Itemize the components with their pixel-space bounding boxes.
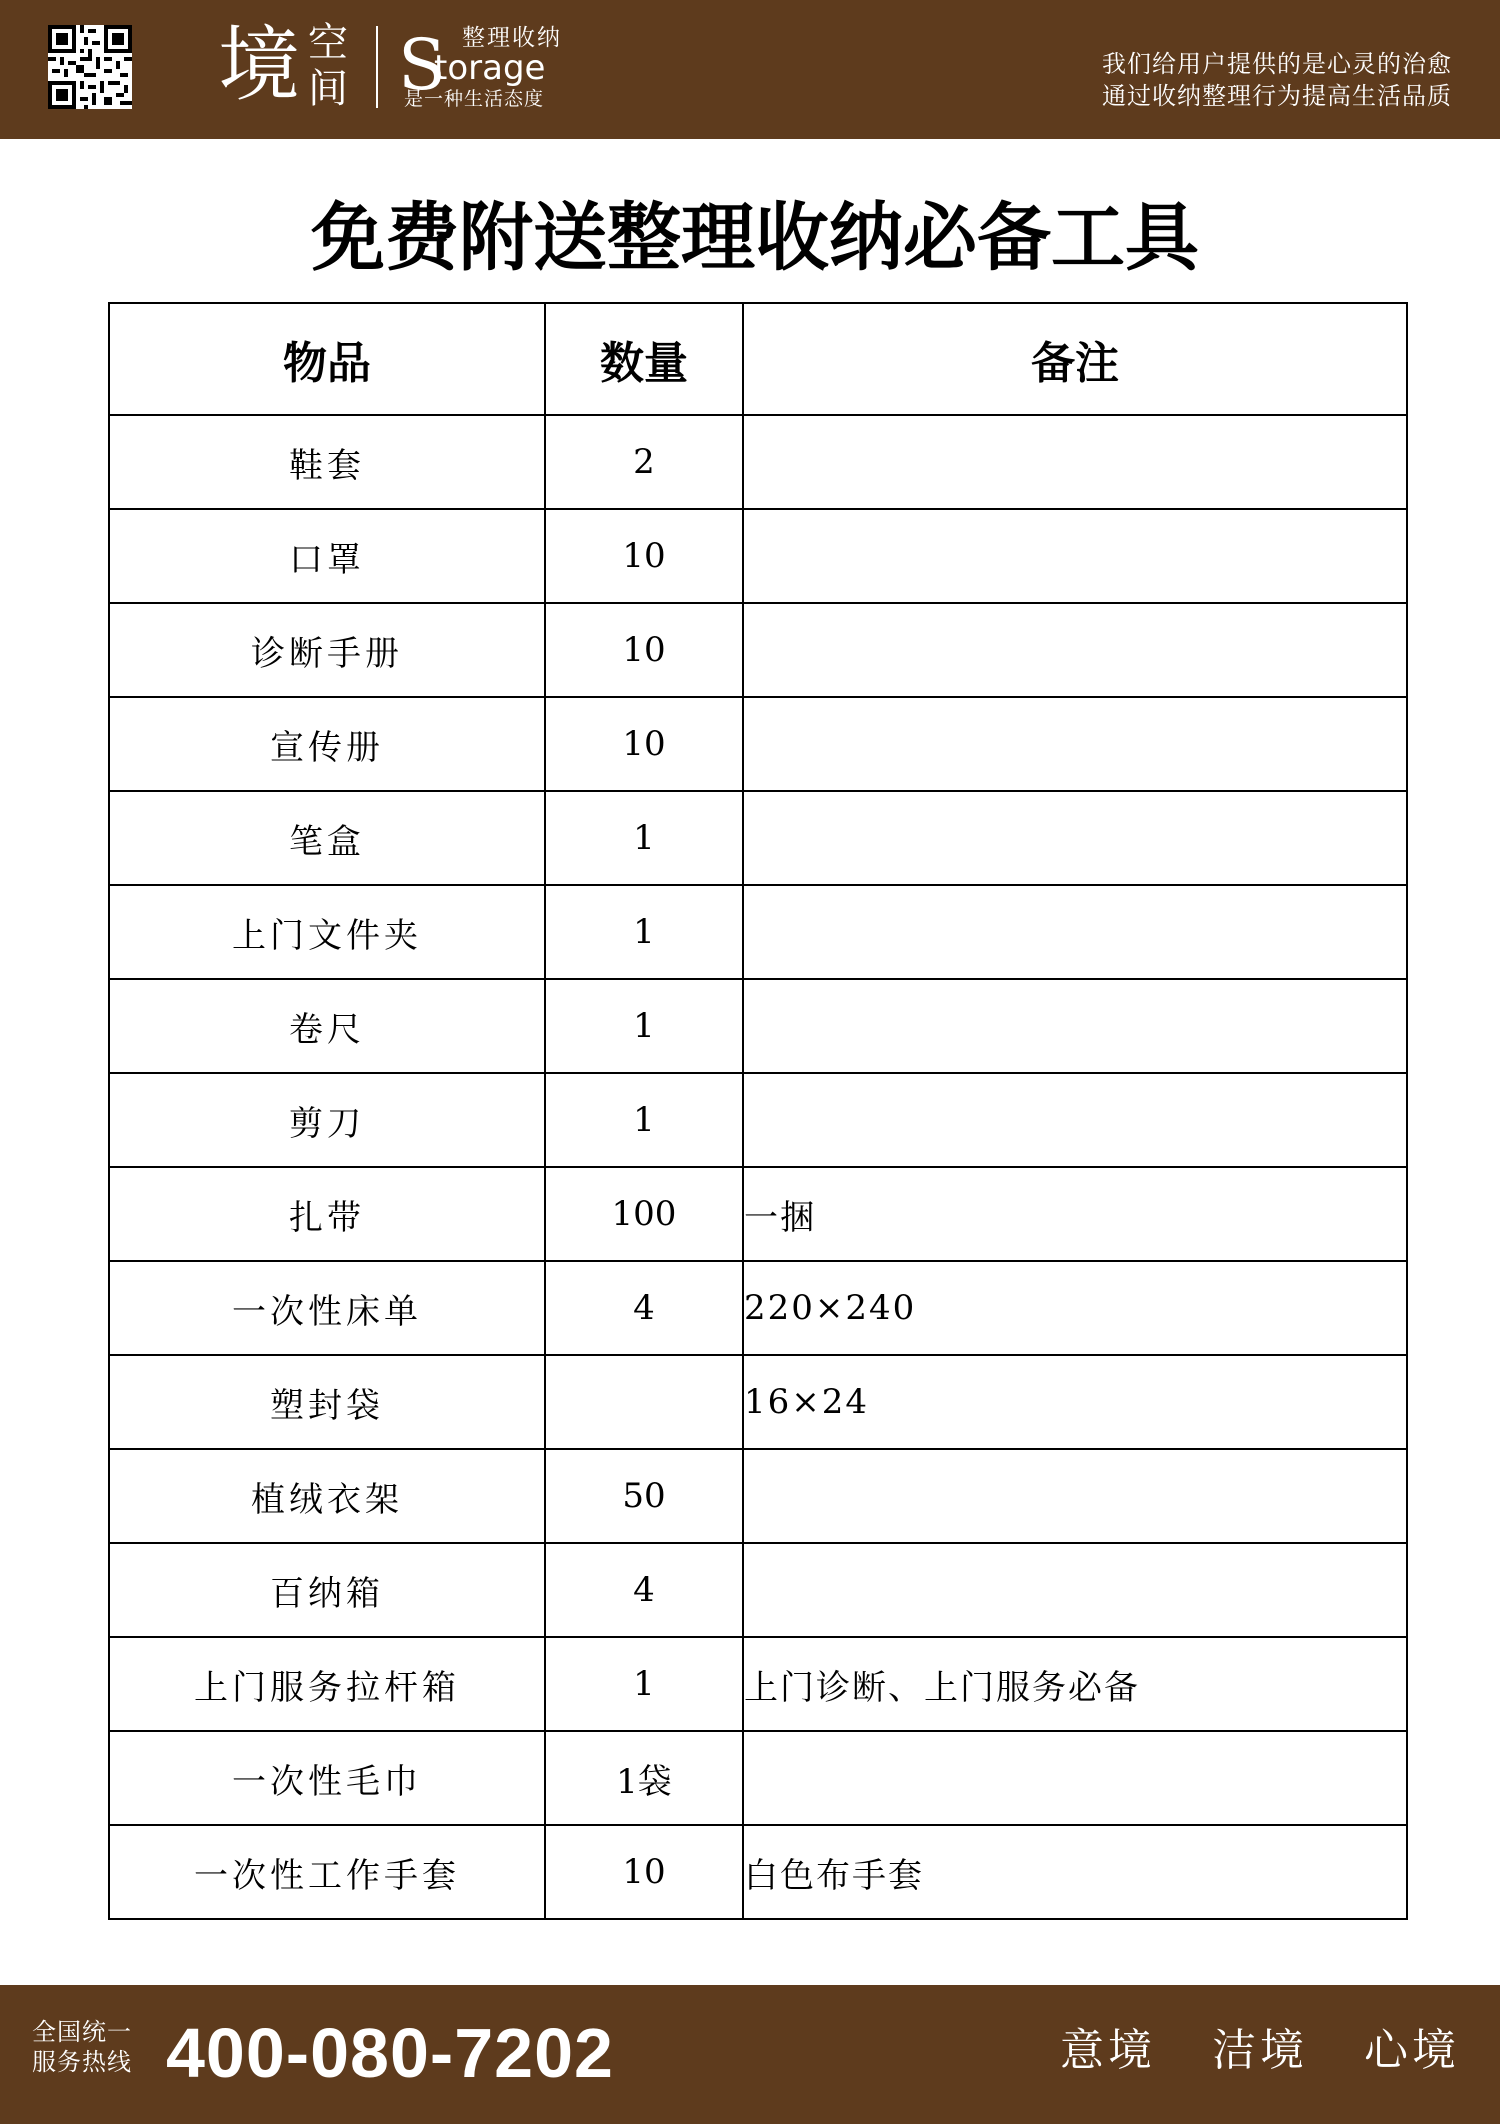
logo-en-text: torage xyxy=(434,48,546,88)
cell-note: 16×24 xyxy=(743,1355,1407,1449)
tagline-line-2: 通过收纳整理行为提高生活品质 xyxy=(1102,82,1452,110)
cell-note xyxy=(743,1449,1407,1543)
cell-note xyxy=(743,979,1407,1073)
cell-note: 白色布手套 xyxy=(743,1825,1407,1919)
table-row xyxy=(109,603,1407,697)
table-row xyxy=(109,885,1407,979)
page-header xyxy=(0,0,1500,139)
table-row xyxy=(109,1731,1407,1825)
cell-note: 上门诊断、上门服务必备 xyxy=(743,1637,1407,1731)
cell-qty: 1 xyxy=(545,1637,743,1731)
cell-qty: 10 xyxy=(545,509,743,603)
cell-qty xyxy=(545,1355,743,1449)
cell-item: 上门文件夹 xyxy=(109,885,545,979)
hotline-label-line-2: 服务热线 xyxy=(32,2048,132,2076)
cell-qty: 100 xyxy=(545,1167,743,1261)
tools-table xyxy=(108,302,1408,1920)
header-tagline xyxy=(1102,48,1452,112)
cell-item: 宣传册 xyxy=(109,697,545,791)
cell-qty: 10 xyxy=(545,603,743,697)
cell-item: 卷尺 xyxy=(109,979,545,1073)
cell-note xyxy=(743,791,1407,885)
cell-item: 鞋套 xyxy=(109,415,545,509)
logo-divider xyxy=(376,26,378,108)
logo-cn-text: 整理收纳 xyxy=(462,25,562,51)
cell-item: 扎带 xyxy=(109,1167,545,1261)
brand-yijing: 意境 xyxy=(1060,2025,1156,2076)
cell-qty: 1 xyxy=(545,791,743,885)
cell-note xyxy=(743,1543,1407,1637)
tagline-line-1: 我们给用户提供的是心灵的治愈 xyxy=(1102,50,1452,78)
table-row xyxy=(109,979,1407,1073)
cell-item: 口罩 xyxy=(109,509,545,603)
header-qty: 数量 xyxy=(545,303,743,415)
cell-item: 笔盒 xyxy=(109,791,545,885)
logo-sub-chars: 空间 xyxy=(308,20,348,112)
qr-code-icon xyxy=(48,25,132,109)
table-row xyxy=(109,1543,1407,1637)
cell-qty: 10 xyxy=(545,697,743,791)
cell-note xyxy=(743,1731,1407,1825)
table-row xyxy=(109,1825,1407,1919)
table-row xyxy=(109,1073,1407,1167)
cell-item: 上门服务拉杆箱 xyxy=(109,1637,545,1731)
table-row xyxy=(109,1167,1407,1261)
table-row xyxy=(109,415,1407,509)
cell-qty: 1 xyxy=(545,979,743,1073)
cell-item: 塑封袋 xyxy=(109,1355,545,1449)
cell-item: 诊断手册 xyxy=(109,603,545,697)
table-row xyxy=(109,1261,1407,1355)
cell-note: 一捆 xyxy=(743,1167,1407,1261)
cell-qty: 10 xyxy=(545,1825,743,1919)
hotline-label-line-1: 全国统一 xyxy=(32,2018,132,2046)
cell-item: 一次性床单 xyxy=(109,1261,545,1355)
cell-note: 220×240 xyxy=(743,1261,1407,1355)
header-item: 物品 xyxy=(109,303,545,415)
logo-s-letter: S xyxy=(398,24,446,106)
table-row xyxy=(109,697,1407,791)
cell-note xyxy=(743,415,1407,509)
table-row xyxy=(109,1355,1407,1449)
page-footer xyxy=(0,1985,1500,2124)
cell-item: 百纳箱 xyxy=(109,1543,545,1637)
cell-note xyxy=(743,885,1407,979)
cell-note xyxy=(743,697,1407,791)
table-row xyxy=(109,791,1407,885)
cell-item: 一次性工作手套 xyxy=(109,1825,545,1919)
logo-slogan: 是一种生活态度 xyxy=(404,88,545,110)
table-row xyxy=(109,1637,1407,1731)
hotline-number[interactable]: 400-080-7202 xyxy=(166,2014,614,2092)
cell-note xyxy=(743,509,1407,603)
cell-qty: 1 xyxy=(545,885,743,979)
hotline-label xyxy=(32,2017,132,2077)
cell-qty: 1袋 xyxy=(545,1731,743,1825)
table-row xyxy=(109,509,1407,603)
brand-jiejing: 洁境 xyxy=(1212,2025,1308,2076)
page-title: 免费附送整理收纳必备工具 xyxy=(311,195,1199,281)
cell-item: 一次性毛巾 xyxy=(109,1731,545,1825)
cell-qty: 50 xyxy=(545,1449,743,1543)
cell-qty: 2 xyxy=(545,415,743,509)
cell-note xyxy=(743,1073,1407,1167)
cell-qty: 4 xyxy=(545,1261,743,1355)
cell-note xyxy=(743,603,1407,697)
table-header-row xyxy=(109,303,1407,415)
table-row xyxy=(109,1449,1407,1543)
cell-qty: 1 xyxy=(545,1073,743,1167)
header-note: 备注 xyxy=(743,303,1407,415)
brand-xinjing: 心境 xyxy=(1364,2025,1460,2076)
cell-item: 植绒衣架 xyxy=(109,1449,545,1543)
cell-qty: 4 xyxy=(545,1543,743,1637)
brand-list xyxy=(1060,2021,1460,2081)
logo-main-char: 境 xyxy=(218,18,301,113)
cell-item: 剪刀 xyxy=(109,1073,545,1167)
